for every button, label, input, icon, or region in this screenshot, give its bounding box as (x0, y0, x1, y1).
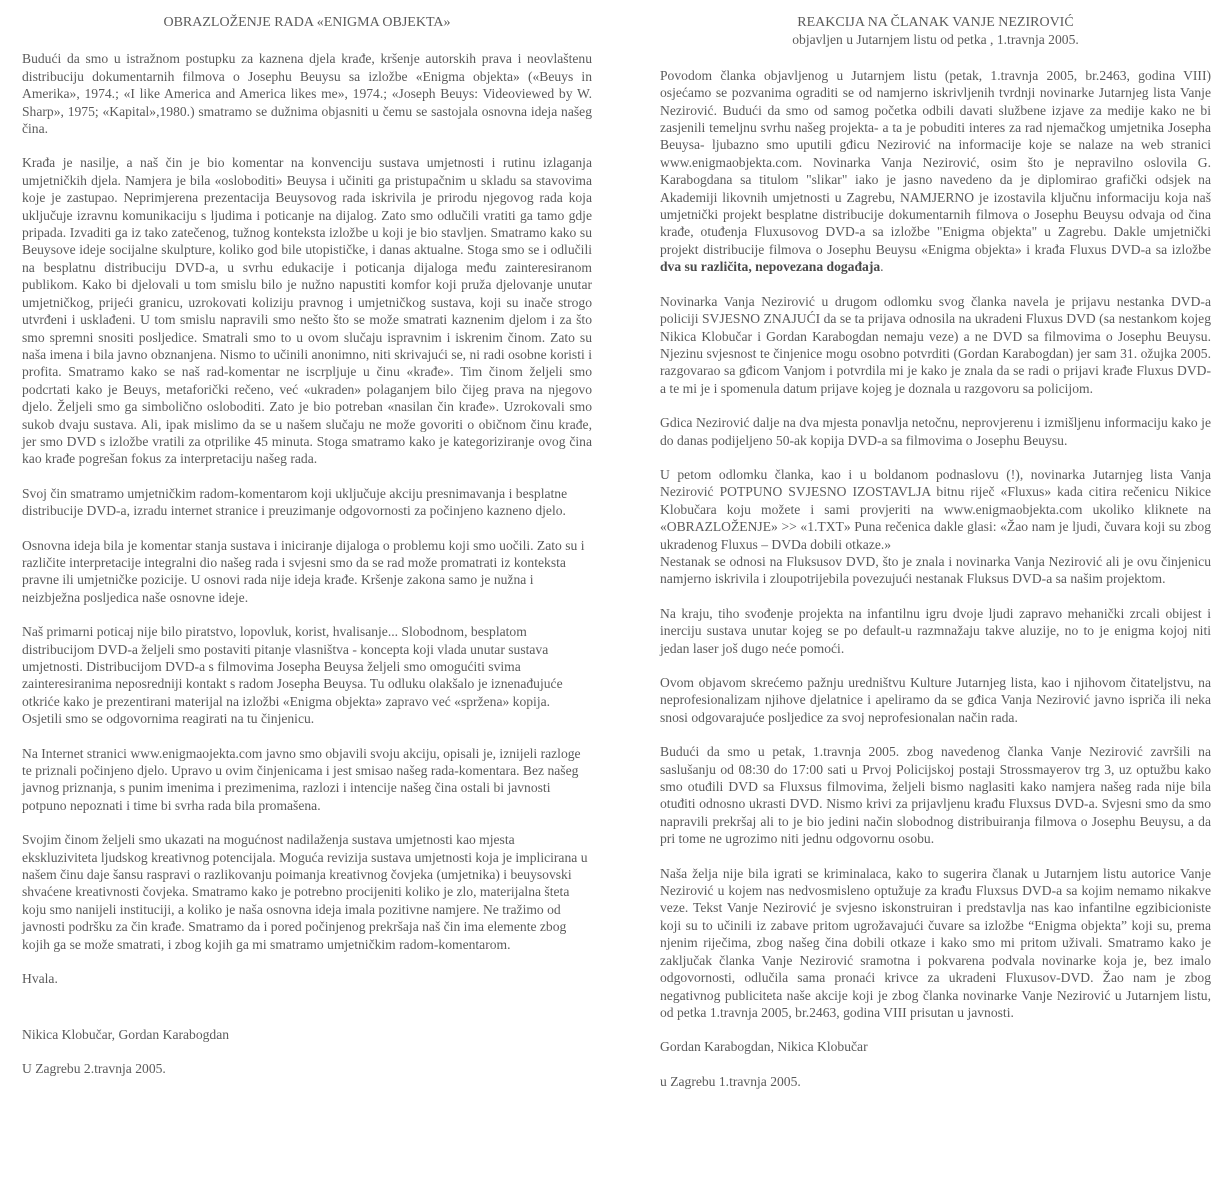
statement-paragraph: Svoj čin smatramo umjetničkim radom-komentarom koji uključuje akciju presnimavanja i besplatne distribucije DVD-a, izradu internet stranice i preuzimanje odgovornosti za počinjeno kazneno djelo. (22, 485, 568, 519)
statement-paragraph: Naš primarni poticaj nije bilo piratstvo, lopovluk, korist, hvalisanje... Slobodnom, besplatom distribucijom DVD-a željeli smo postaviti pitanje vlasništva - koncepta koji vlada unutar sustava umjetnosti. Distribucijom DVD-a s filmovima Josepha Beuysa željeli smo omogućiti svima zainteresiranima neposredniji kontakt s radom Josepha Beuysa. Tu odluku olakšalo je iznenađujuće otkriće kako je prezentirani materijal na izložbi «Enigma objekta» zapravo već «spržena» kopija. Osjetili smo se odgovornima reagirati na tu činjenicu. (22, 624, 563, 727)
statement-paragraph: Krađa je nasilje, a naš čin je bio komentar na konvenciju sustava umjetnosti i rutinu izlaganja umjetničkih djela. Namjera je bila «osloboditi» Beuysa i učiniti ga pristupačnim u skladu sa stavovima koje je zastupao. Neprimjerena prezentacija Beuysovog rada iskrivila je prirodu njegovog rada koja uključuje izravnu komunikaciju s ljudima i poticanje na dijalog. Zato smo odlučili vratiti ga tamo gdje pripada. Izvaditi ga iz tako zatečenog, tužnog konteksta izložbe u koji je bio stavljen. Smatramo kako su Beuysove ideje socijalne skulpture, koliko god bile utopističke, i danas aktualne. Stoga smo se i odlučili na besplatnu distribuciju DVD-a, u svrhu edukacije i poticanja dijaloga među zainteresiranom publikom. Kako bi djelovali u tom smislu bilo je nužno napustiti komfor koji pruža djelovanje unutar umjetničkog, prijeći granicu, uzrokovati koliziju pravnog i umjetničkog sustava, koji su inače strogo utvrđeni i usklađeni. U tom smislu napravili smo nešto što se može smatrati kaznenim djelom i za što smo spremni snositi posljedice. Smatrali smo to u ovom slučaju ispravnim i iskrenim činom. Zato su naša imena i bila javno obznanjena. Nismo to učinili anonimno, niti skrivajući se, ni radi osobne koristi i profita. Smatramo kako se naš rad-komentar ne iscrpljuje u činu «krađe». Tim činom željeli smo podcrtati kako je Beuys, metaforički rečeno, već «ukraden» polaganjem bilo čijeg prava na njegovo djelo. Željeli smo ga simbolično osloboditi. Zato je bio potreban «nasilan čin krađe». Uzrokovali smo sukob dvaju sustava. Ali, ipak mislimo da se u našem slučaju ne može govoriti o običnom činu krađe, jer smo DVD s izložbe vratili za otprilike 45 minuta. Stoga smatramo kako je kategoriziranje ovog čina kao krađe pogrešan fokus za interpretaciju našeg rada. (22, 155, 592, 467)
reaction-paragraph (660, 67, 1211, 276)
reaction-subtitle: objavljen u Jutarnjem listu od petka , 1.travnja 2005. (792, 32, 1079, 48)
statement-paragraph: Budući da smo u istražnom postupku za kaznena djela krađe, kršenje autorskih prava i neovlaštenu distribuciju dokumentarnih filmova o Josephu Beuysu sa izložbe «Enigma objekta» («Beuys in Amerika», 1974.; «I like America and America likes me», 1974.; «Joseph Beuys: Videoviewed by W. Sharp», 1975; «Kapital»,1980.) smatramo se dužnima objasniti u čemu se sastojala osnovna ideja našeg čina. (22, 51, 592, 137)
reaction-emphasis: dva su različita, nepovezana događaja (660, 259, 881, 275)
reaction-paragraph: U petom odlomku članka, kao i u boldanom podnaslovu (!), novinarka Jutarnjeg lista Vanja Nezirović POTPUNO SVJESNO IZOSTAVLJA bitnu riječ «Fluxus» kada citira rečenicu Nikice Klobučara koju možete i sami provjeriti na www.enigmaobjekta.com ukoliko kliknete na «OBRAZLOŽENJE» >> «1.TXT» Puna rečenica dakle glasi: «Žao nam je ljudi, čuvara koji su zbog ukradenog Fluxus – DVDa dobili otkaze.» (660, 466, 1211, 552)
statement-column (22, 0, 592, 1094)
reaction-paragraph: Na kraju, tiho svođenje projekta na infantilnu igru dvoje ljudi zapravo mehanički zrcali obijest i inerciju sustava unutar kojeg se po default-u razmnažaju takve aluzije, no to je enigma kojoj niti jedan laser još dugo neće pomoći. (660, 605, 1211, 656)
reaction-paragraph: Naša želja nije bila igrati se kriminalaca, kako to sugerira članak u Jutarnjem listu autorice Vanje Nezirović u kojem nas nedvosmisleno optužuje za krađu Fluxsus DVD-a sa kojim nemamo nikakve veze. Tekst Vanje Nezirović je svjesno iskonstruiran i predstavlja nas kao infantilne egzibicioniste koji su to učinili iz zabave pritom ugrožavajući čuvare sa izložbe “Enigma objekta” koji su, prema njenim riječima, zbog našeg čina dobili otkaze i kako smo mi pritom uživali. Smatramo kako je zaključak članka Vanje Nezirović sramotna i pokvarena podvala novinarke koja je, bez imalo odgovornosti, odlučila sama pronaći krivce za ukradeni Fluxusov-DVD. Žao nam je zbog negativnog publiciteta naše akcije koji je zbog članka novinarke Vanje Nezirović u Jutarnjem listu, od petka 1.travnja 2005, br.2463, godina VIII prisutan u javnosti. (660, 865, 1211, 1020)
statement-paragraph: Na Internet stranici www.enigmaojekta.com javno smo objavili svoju akciju, opisali je, iznijeli razloge te priznali počinjeno djelo. Upravo u ovim činjenicama i jest smisao našeg rada-komentara. Bez našeg javnog priznanja, s punim imenima i prezimenima, razlozi i intencije našeg čina ostali bi javnosti potpuno nepoznati i time bi svrha rada bila promašena. (22, 745, 581, 813)
reaction-text: . (880, 259, 884, 275)
reaction-signature: Gordan Karabogdan, Nikica Klobučar (660, 1039, 868, 1055)
reaction-title: REAKCIJA NA ČLANAK VANJE NEZIROVIĆ (797, 15, 1074, 30)
reaction-paragraph: Budući da smo u petak, 1.travnja 2005. zbog navedenog članka Vanje Nezirović završili na saslušanju od 08:30 do 17:00 sati u Prvoj Policijskoj postaji Strossmayerov trg 3, uz optužbu kako smo otuđili DVD sa Fluxsus filmovima, željeli bismo naglasiti kako namjera našeg rada nije bila otuđiti odnosno ukrasti DVD. Nismo krivi za prijavljenu krađu Fluxsus DVD-a. Svjesni smo da smo napravili prekršaj ali to je bio jedini način slobodnog distribuiranja filmova o Josephu Beuysu, a da pri tome ne ugrozimo niti jednu odgovornu osobu. (660, 744, 1211, 847)
statement-closing: Hvala. (22, 971, 58, 987)
reaction-place-date: u Zagrebu 1.travnja 2005. (660, 1073, 801, 1089)
reaction-column (660, 0, 1211, 1107)
statement-place-date: U Zagrebu 2.travnja 2005. (22, 1060, 166, 1076)
statement-paragraph: Osnovna ideja bila je komentar stanja sustava i iniciranje dijaloga o problemu koji smo uočili. Zato su i različite interpretacije integralni dio našeg rada i svjesni smo da se rad može promatrati iz konteksta pravne ili umjetničke pozicije. U osnovi rada nije ideja krađe. Kršenje zakona samo je nužna i neizbježna posljedica naše osnovne ideje. (22, 537, 585, 605)
reaction-paragraph: Nestanak se odnosi na Fluksusov DVD, što je znala i novinarka Vanja Nezirović ali je ovu činjenicu namjerno iskrivila i zloupotrijebila povezujući nestanak Fluksus DVD-a sa našim projektom. (660, 553, 1211, 587)
reaction-text: Povodom članka objavljenog u Jutarnjem listu (petak, 1.travnja 2005, br.2463, godina VIII) osjećamo se pozvanima ograditi se od namjerno iskrivljenih tvrdnji novinarke Jutarnjeg lista Vanje Nezirović. Budući da smo od samog početka odbili davati službene izjave za medije kako ne bi zasjenili temeljnu svrhu našeg projekta- a ta je pobuditi interes za rad njemačkog umjetnika Josepha Beuysa- ljubazno smo uputili gđicu Nezirović na informacije koje se nalaze na web stranici www.enigmaobjekta.com. Novinarka Vanja Nezirović, osim što je nepravilno oslovila G. Karabogdana sa titulom "slikar" iako je jasno navedeno da je diplomirao grafički odsjek na Akademiji likovnih umjetnosti u Zagrebu, NAMJERNO je izostavila ključnu informaciju koja naš umjetnički projekt besplatne distribucije dokumentarnih filmova o Josephu Beuysu odvaja od čina krađe, otuđenja Fluxusovog DVD-a sa izložbe "Enigma objekta" u Zagrebu. Dakle umjetnički projekt distribucije filmova o Josephu Beuysu «Enigma objekta» i krađa Fluxus DVD-a sa izložbe (660, 67, 1211, 257)
statement-paragraph: Svojim činom željeli smo ukazati na mogućnost nadilaženja sustava umjetnosti kao mjesta ekskluziviteta ljudskog kreativnog potencijala. Moguća revizija sustava umjetnosti koja je implicirana u našem činu daje šansu raspravi o razlikovanju poimanja kreativnog čovjeka (umjetnika) i beuysovski shvaćene kreativnosti čovjeka. Smatramo kako je potrebno procijeniti koliko je zlo, materijalna šteta koju smo nanijeli instituciji, a koliko je naša osnovna ideja imala pozitivne namjere. Ne tražimo od javnosti podršku za čin krađe. Smatramo da i pored počinjenog prekršaja naš čin ima elemente zbog kojih ga se može smatrati, i zbog kojih ga mi smatramo umjetničkim radom-komentarom. (22, 832, 588, 952)
reaction-paragraph: Gdica Nezirović dalje na dva mjesta ponavlja netočnu, neprovjerenu i izmišljenu informaciju kako je do danas podijeljeno 50-ak kopija DVD-a sa filmovima o Josephu Beuysu. (660, 415, 1211, 448)
reaction-paragraph: Novinarka Vanja Nezirović u drugom odlomku svog članka navela je prijavu nestanka DVD-a policiji SVJESNO ZNAJUĆI da se ta prijava odnosila na ukradeni Fluxus DVD (sa nestankom kojeg Nikica Klobučar i Gordan Karabogdan nemaju veze) a ne DVD sa filmovima o Josephu Beuysu. Njezinu svjesnost te činjenice mogu osobno potvrditi (Gordan Karabogdan) jer sam 31. ožujka 2005. razgovarao sa gđicom Vanjom i potvrdila mi je kako je znala da se radi o prijavi krađe Fluxus DVD-a te mi je i spomenula datum prijave kojeg je doznala u razgovoru sa policijom. (660, 293, 1211, 396)
statement-signature: Nikica Klobučar, Gordan Karabogdan (22, 1026, 230, 1042)
reaction-paragraph: Ovom objavom skrećemo pažnju uredništvu Kulture Jutarnjeg lista, kao i njihovom čitateljstvu, na neprofesionalizam njihove djelatnice i apeliramo da se gđica Vanja Nezirović javno ispriča ili neka snosi odgovarajuće posljedice za svoj neprofesionalan način rada. (660, 675, 1211, 725)
statement-title: OBRAZLOŽENJE RADA «ENIGMA OBJEKTA» (163, 15, 451, 30)
